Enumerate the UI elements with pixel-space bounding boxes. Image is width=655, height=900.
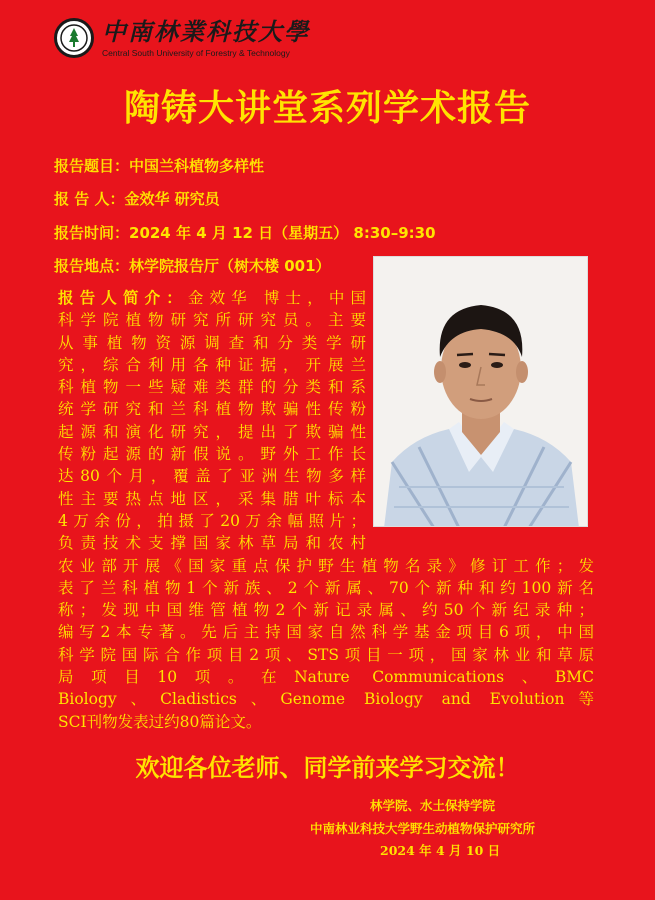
bio-line: 科学院植物研究所研究员。主要 — [58, 311, 366, 330]
bio-line: 报告人简介：金效华 博士，中国 — [58, 289, 366, 307]
bio-line: 称；发现中国维管植物2个新记录属、约50个新纪录种； — [58, 601, 594, 620]
bio-line: 统学研究和兰科植物欺骗性传粉 — [58, 400, 366, 419]
organizer-institute: 中南林业科技大学野生动植物保护研究所 — [310, 821, 536, 836]
bio-line: 表了兰科植物1个新族、2个新属、70个新种和约100新名 — [58, 578, 594, 597]
bio-line: 性主要热点地区，采集腊叶标本 — [58, 489, 366, 508]
report-topic: 报告题目：中国兰科植物多样性 — [54, 157, 265, 175]
bio-heading: 报告人简介： — [58, 289, 188, 307]
bio-line: 科植物一些疑难类群的分类和系 — [58, 378, 366, 397]
organizer-schools: 林学院、水土保持学院 — [370, 798, 496, 813]
university-name-cn: 中南林業科技大學 — [102, 17, 310, 46]
bio-line: 编写2本专著。先后主持国家自然科学基金项目6项，中国 — [58, 623, 594, 642]
welcome-message: 欢迎各位老师、同学前来学习交流！ — [135, 754, 520, 782]
report-place: 报告地点：林学院报告厅（树木楼 001） — [54, 257, 331, 275]
university-logo — [54, 18, 310, 58]
bio-line: Biology、Cladistics、Genome Biology and Evolution等 — [58, 690, 594, 709]
bio-line: 传粉起源的新假说。野外工作长 — [58, 445, 366, 464]
university-seal-icon — [54, 18, 94, 58]
speaker-bio — [58, 287, 598, 733]
bio-line: 究，综合利用各种证据，开展兰 — [58, 355, 366, 374]
bio-line: 农业部开展《国家重点保护野生植物名录》修订工作；发 — [58, 556, 594, 575]
bio-line: 负责技术支撑国家林草局和农村 — [58, 534, 366, 553]
bio-line: 起源和演化研究，提出了欺骗性 — [58, 422, 366, 441]
bio-line: 4万余份，拍摄了20万余幅照片； — [58, 511, 366, 530]
bio-line: 科学院国际合作项目2项、STS项目一项，国家林业和草原 — [58, 645, 594, 664]
report-speaker: 报 告 人：金效华 研究员 — [54, 190, 220, 208]
report-time: 报告时间：2024 年 4 月 12 日（星期五） 8:30–9:30 — [54, 224, 436, 242]
bio-line: 从事植物资源调查和分类学研 — [58, 333, 366, 352]
bio-line: 局项目10项。在Nature Communications、BMC — [58, 668, 594, 687]
university-name-en: Central South University of Forestry & Technology — [102, 48, 290, 58]
bio-line: 达80个月，覆盖了亚洲生物多样 — [58, 467, 366, 486]
bio-line: SCI刊物发表过约80篇论文。 — [58, 712, 262, 731]
poster-title: 陶铸大讲堂系列学术报告 — [123, 88, 531, 129]
issue-date: 2024 年 4 月 10 日 — [380, 843, 501, 858]
